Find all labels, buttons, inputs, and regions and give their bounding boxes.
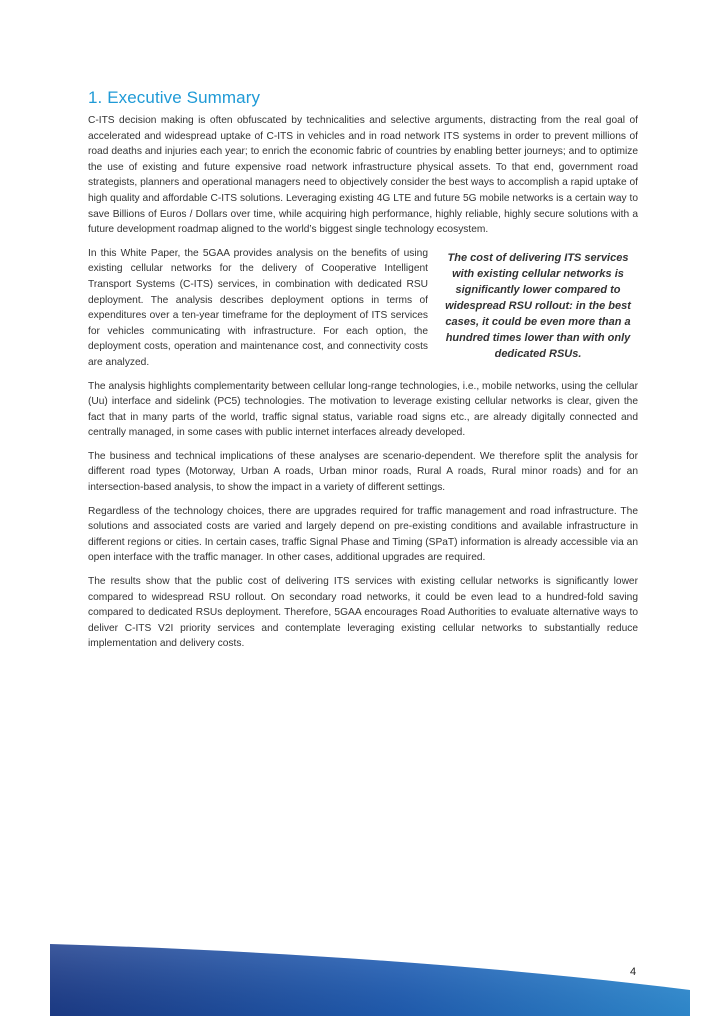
paragraph-5: Regardless of the technology choices, there are upgrades required for traffic management and road infrastructure. The solutions and associated costs are varied and largely depend on pre-existing conditions and available infrastructure in different regions or cities. In certain cases, traffic Signal Phase and Timing (SPaT) information is already accessible via an open interface with the traffic manager. In other cases, additional upgrades are required. [88,505,638,564]
footer-decoration [0,930,724,1024]
body-text [88,113,638,660]
paragraph-6: The results show that the public cost of delivering ITS services with existing cellular networks is significantly lower compared to widespread RSU rollout. On secondary road networks, it could be even lead to a hundred-fold saving compared to dedicated RSUs deployment. Therefore, 5GAA encourages Road Authorities to evaluate alternative ways to deliver C-ITS V2I priority services and contemplate leveraging existing cellular networks to substantially reduce implementation and delivery costs. [88,576,638,650]
paragraph-1: C-ITS decision making is often obfuscated by technicalities and selective arguments, distracting from the real goal of accelerated and widespread uptake of C-ITS in vehicles and in road network ITS systems in order to prevent millions of road deaths and injuries each year; to enrich the economic fabric of countries by enabling better journeys; and to optimize the use of existing and future expensive road network infrastructure physical assets. To that end, government road strategists, planners and operational managers need to objectively consider the best ways to accomplish a rapid uptake of high quality and affordable C-ITS solutions. Leveraging existing 4G LTE and future 5G mobile networks is a certain way to save Billions of Euros / Dollars over time, while acquiring high performance, highly reliable, highly secure solutions with a future development roadmap aligned to the world’s biggest single technology ecosystem. [88,115,638,236]
paragraph-3: The analysis highlights complementarity between cellular long-range technologies, i.e., mobile networks, using the cellular (Uu) interface and sidelink (PC5) technologies. The motivation to leverage existing cellular networks is clear, given the fact that in many parts of the world, traffic signal status, variable road signs etc., are already digitally connected and centrally managed, in some cases with public internet interfaces already developed. [88,380,638,439]
paragraph-4: The business and technical implications of these analyses are scenario-dependent. We therefore split the analysis for different road types (Motorway, Urban A roads, Urban minor roads, Rural A roads, Rural minor roads) and for an intersection-based analysis, to show the impact in a variety of different settings. [88,450,638,494]
paragraph-2: In this White Paper, the 5GAA provides analysis on the benefits of using existing cellular networks for the delivery of Cooperative Intelligent Transport Systems (C-ITS) services, in combination with dedicated RSU deployment. The analysis describes deployment options in terms of expenditures over a ten-year timeframe for the deployment of ITS services for vehicles communicating with infrastructure. For each option, the deployment costs, operation and maintenance cost, and connectivity costs are analyzed. [88,247,428,368]
section-heading: 1. Executive Summary [88,88,261,107]
pull-quote: The cost of delivering ITS services with existing cellular networks is significantly lower compared to widespread RSU rollout: in the best cases, it could be even more than a hundred times lower than with only dedicated RSUs. [445,251,631,360]
page-number: 4 [630,966,637,978]
